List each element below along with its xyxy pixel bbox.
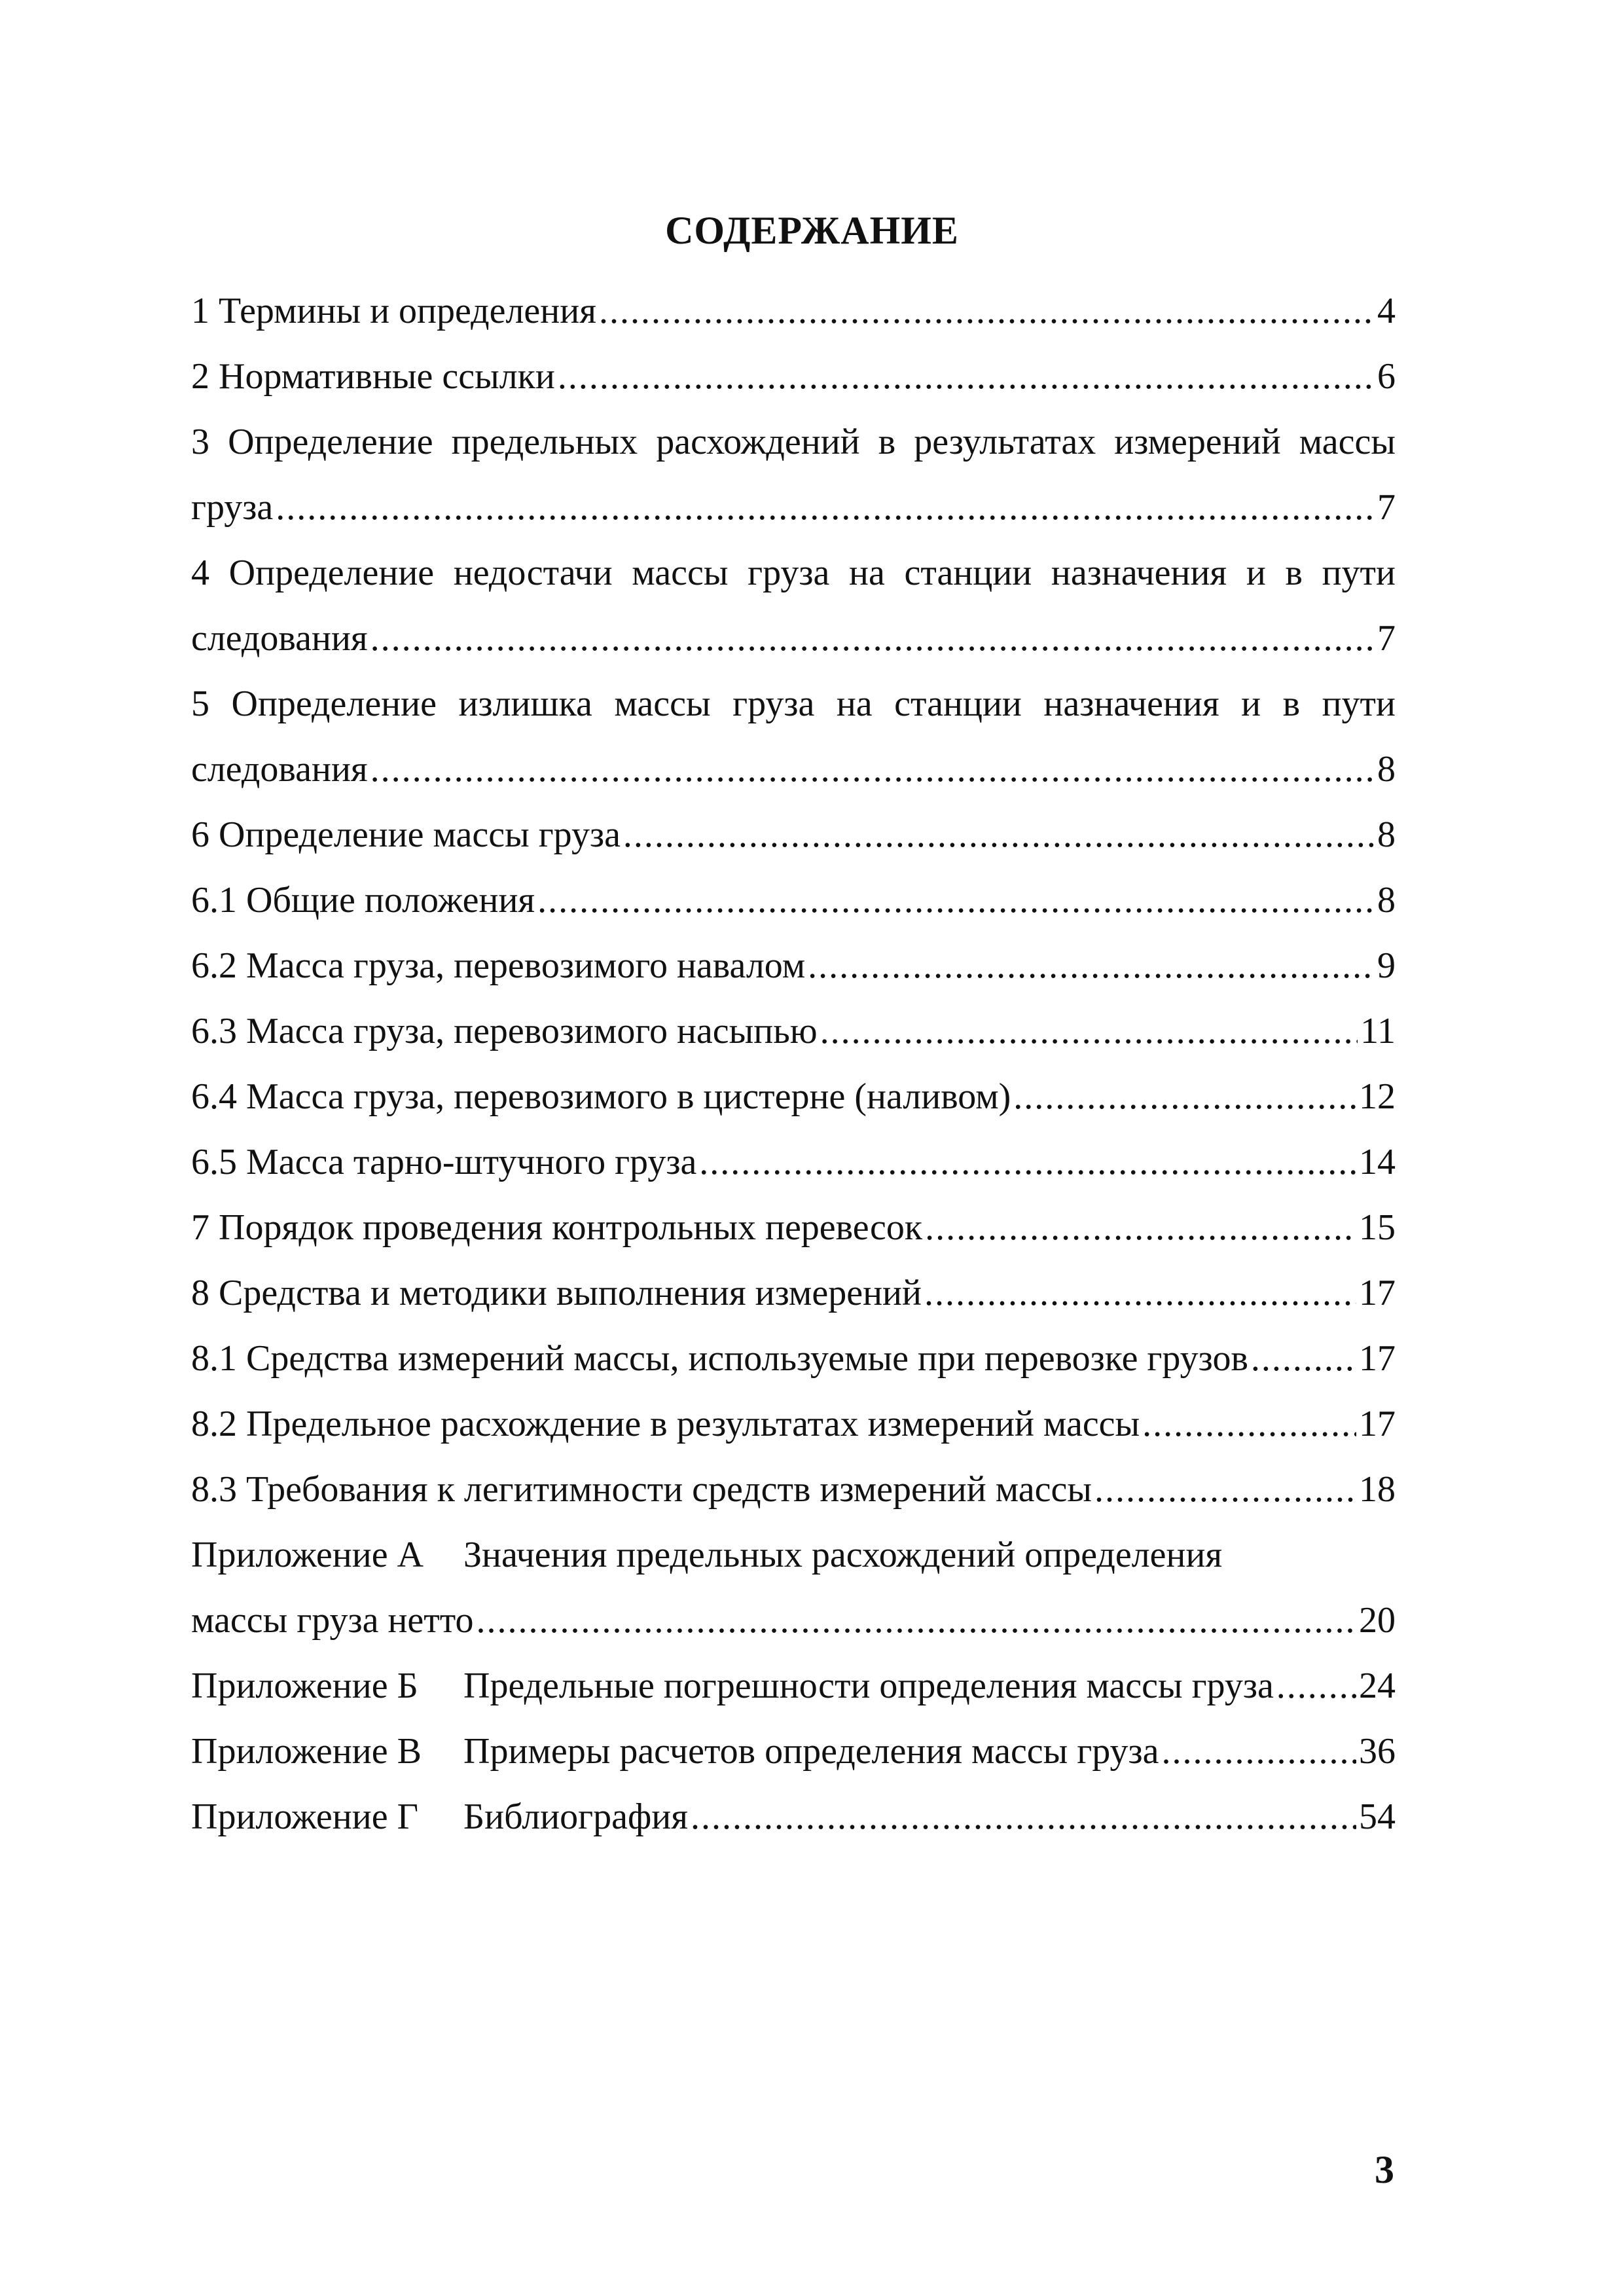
appendix-entry[interactable] [191,1663,1396,1709]
toc-entry[interactable] [191,1401,1396,1447]
toc-entry[interactable] [191,1467,1396,1512]
appendix-page: 20 [1359,1600,1396,1641]
toc-entry[interactable] [191,746,1396,792]
toc-entry-page: 17 [1359,1404,1396,1444]
leader-dots [1094,1467,1356,1512]
toc-entry[interactable] [191,1336,1396,1381]
toc-entry-text: 6.4 Масса груза, перевозимого в цистерне (наливом) [191,1076,1011,1117]
appendix-entry[interactable] [191,1597,1396,1643]
toc-entry-page: 8 [1377,749,1396,790]
toc-entry-text: груза [191,487,274,528]
appendix-title: Примеры расчетов определения массы груза [463,1731,1159,1772]
leader-dots [925,1205,1356,1250]
toc-entry-text: 6.5 Масса тарно-штучного груза [191,1142,697,1182]
toc-entry-text: 6.2 Масса груза, перевозимого навалом [191,945,806,986]
leader-dots [370,746,1375,792]
appendix-label: Приложение В [191,1731,422,1772]
toc-entry-page: 7 [1377,487,1396,528]
toc-entry[interactable] [191,1205,1396,1250]
leader-dots [276,484,1375,530]
toc-entry-page: 14 [1359,1142,1396,1182]
appendix-title: Предельные погрешности определения массы груза [463,1666,1274,1706]
toc-entry-page: 15 [1359,1207,1396,1248]
appendix-page: 54 [1359,1796,1396,1837]
appendix-page: 36 [1359,1731,1396,1772]
toc-entry-text: 8.3 Требования к легитимности средств измерений массы [191,1469,1092,1510]
toc-entry-page: 8 [1377,880,1396,920]
appendix-title: массы груза нетто [191,1600,474,1641]
toc-entry-page: 9 [1377,945,1396,986]
toc-entry-page: 8 [1377,814,1396,855]
toc-entry-text: 8.2 Предельное расхождение в результатах измерений массы [191,1404,1140,1444]
toc-entry-page: 7 [1377,618,1396,659]
toc-entry-text: 2 Нормативные ссылки [191,356,555,397]
toc-entry-text: 7 Порядок проведения контрольных перевесок [191,1207,923,1248]
toc-entry[interactable] [191,1074,1396,1120]
toc-entry[interactable] [191,877,1396,923]
leader-dots [691,1794,1356,1840]
toc-title: СОДЕРЖАНИЕ [665,209,959,252]
toc-entry[interactable] [191,1139,1396,1185]
leader-dots [1162,1728,1357,1774]
appendix-entry[interactable] [191,1794,1396,1840]
toc-entry-text: следования [191,618,368,659]
toc-entry-text: следования [191,749,368,790]
toc-entry-page: 11 [1360,1011,1396,1051]
toc-entry[interactable] [191,354,1396,399]
leader-dots [599,288,1375,334]
appendix-title: Значения предельных расхождений определения [463,1535,1223,1575]
toc-entry-line1[interactable]: 5 Определение излишка массы груза на станции назначения и в пути [191,683,1396,724]
leader-dots [623,812,1375,858]
appendix-page: 24 [1359,1666,1396,1706]
toc-entry-text: 6 Определение массы груза [191,814,621,855]
leader-dots [699,1139,1356,1185]
leader-dots [820,1008,1358,1054]
toc-entry[interactable] [191,812,1396,858]
toc-entry[interactable] [191,1008,1396,1054]
leader-dots [924,1270,1356,1316]
leader-dots [370,615,1375,661]
toc-entry-text: 6.1 Общие положения [191,880,535,920]
toc-entry[interactable] [191,288,1396,334]
page-number: 3 [1375,2148,1394,2191]
leader-dots [1251,1336,1356,1381]
toc-entry[interactable] [191,943,1396,989]
leader-dots [1013,1074,1356,1120]
leader-dots [558,354,1375,399]
toc-entry-page: 17 [1359,1273,1396,1313]
leader-dots [476,1597,1356,1643]
toc-entry-text: 8 Средства и методики выполнения измерений [191,1273,922,1313]
leader-dots [1142,1401,1356,1447]
leader-dots [1276,1663,1356,1709]
toc-entry-text: 8.1 Средства измерений массы, используемые при перевозке грузов [191,1338,1248,1379]
toc-entry-text: 1 Термины и определения [191,291,596,331]
appendix-label: Приложение Г [191,1796,418,1837]
toc-entry-text: 6.3 Масса груза, перевозимого насыпью [191,1011,818,1051]
toc-entry-page: 12 [1359,1076,1396,1117]
appendix-title: Библиография [463,1796,688,1837]
toc-entry-page: 6 [1377,356,1396,397]
toc-entry-page: 18 [1359,1469,1396,1510]
toc-entry[interactable] [191,484,1396,530]
leader-dots [808,943,1375,989]
appendix-entry[interactable] [191,1728,1396,1774]
leader-dots [537,877,1375,923]
toc-entry-line1[interactable]: 4 Определение недостачи массы груза на станции назначения и в пути [191,553,1396,593]
appendix-entry-line1[interactable] [191,1532,1396,1578]
appendix-label: Приложение Б [191,1666,418,1706]
appendix-label: Приложение А [191,1535,424,1575]
toc-entry-page: 17 [1359,1338,1396,1379]
toc-entry-line1[interactable]: 3 Определение предельных расхождений в результатах измерений массы [191,422,1396,462]
toc-entry[interactable] [191,615,1396,661]
toc-entry-page: 4 [1377,291,1396,331]
toc-entry[interactable] [191,1270,1396,1316]
